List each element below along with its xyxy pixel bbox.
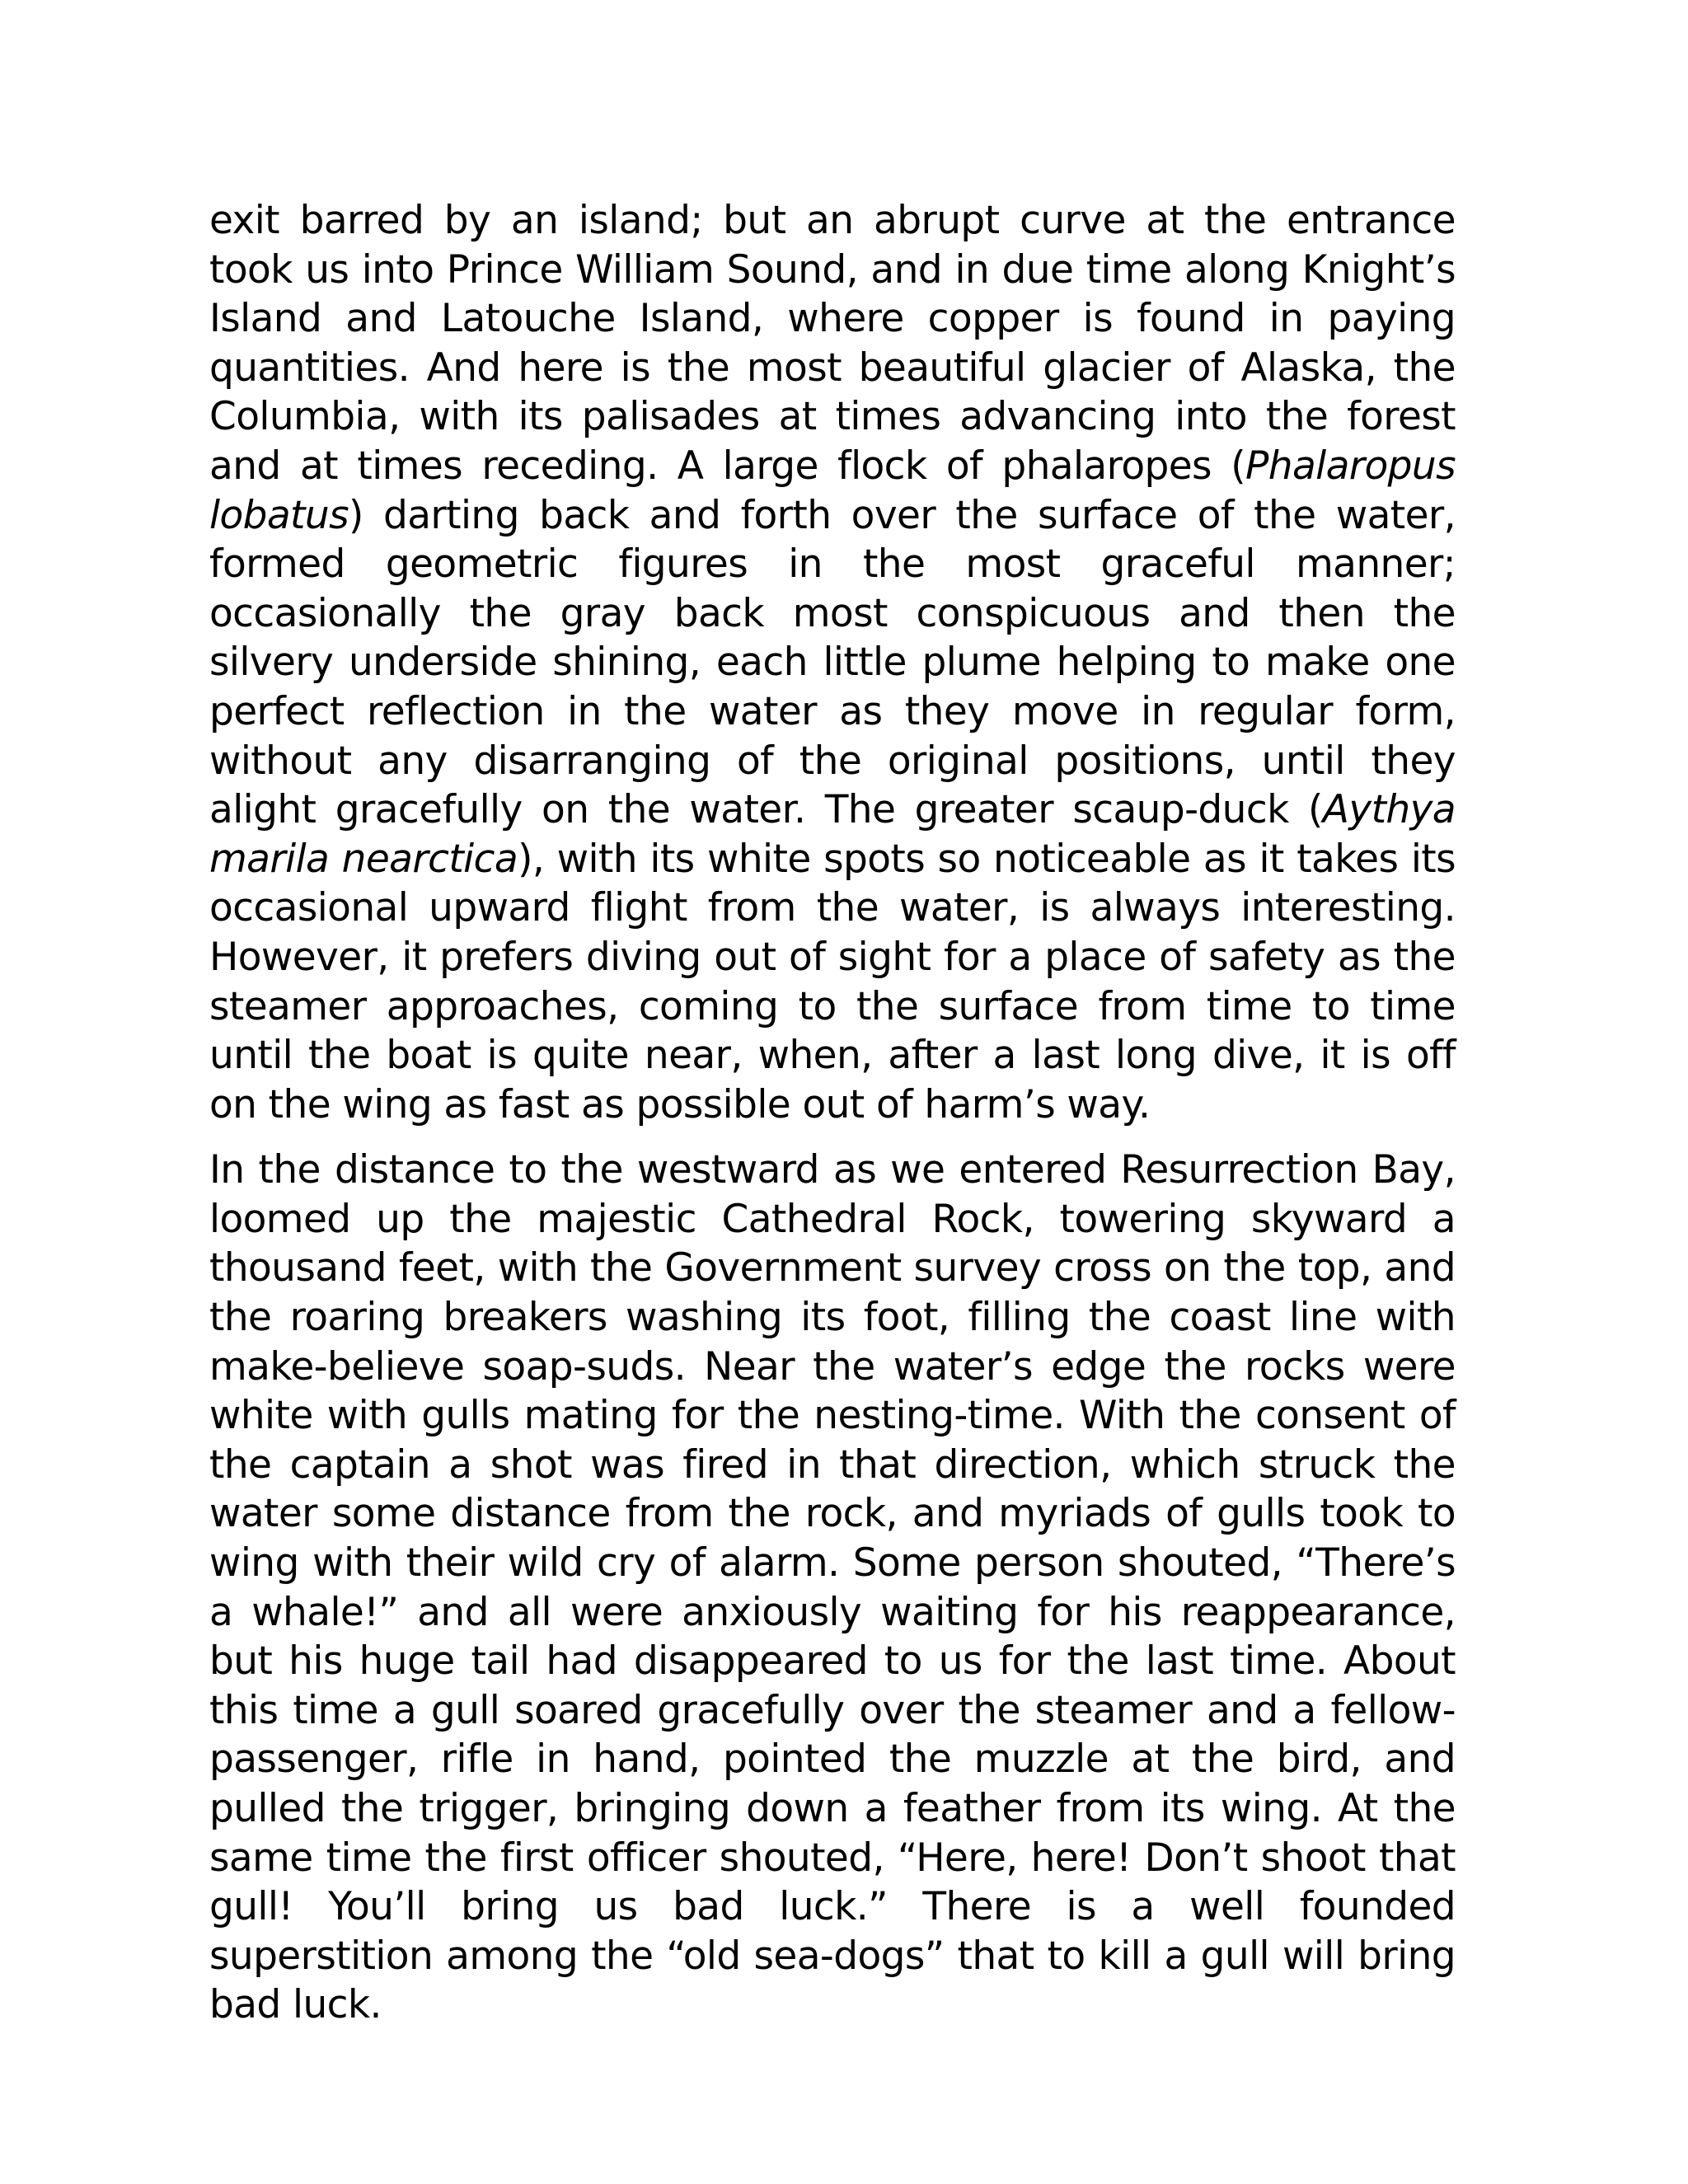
paragraph-phalaropes xyxy=(209,196,1456,1129)
text-segment: ) darting back and forth over the surface of the water, formed geometric figures in the most graceful manner; occasionally the gray back most conspicuous and then the silvery underside shining, each little plume helping to make one perfect reflection in the water as they move in regular form, without any disarranging of the original positions, until they alight gracefully on the water. The greater scaup-duck ( xyxy=(209,492,1456,833)
text-segment: In the distance to the westward as we entered Resurrection Bay, loomed up the majestic Cathedral Rock, towering skyward a thousand feet, with the Government survey cross on the top, and the roaring breakers washing its foot, filling the coast line with make-believe soap-suds. Near the water’s edge the rocks were white with gulls mating for the nesting-time. With the consent of the captain a shot was fired in that direction, which struck the water some distance from the rock, and myriads of gulls took to wing with their wild cry of alarm. Some person shouted, “There’s a whale!” and all were anxiously waiting for his reappearance, but his huge tail had disappeared to us for the last time. About this time a gull soared gracefully over the steamer and a fellow-passenger, rifle in hand, pointed the muzzle at the bird, and pulled the trigger, bringing down a feather from its wing. At the same time the first officer shouted, “Here, here! Don’t shoot that gull! You’ll bring us bad luck.” There is a well founded superstition among the “old sea-dogs” that to kill a gull will bring bad luck. xyxy=(209,1147,1456,2028)
text-segment: ), with its white spots so noticeable as it takes its occasional upward flight from the water, is always interesting. However, it prefers diving out of sight for a place of safety as the steamer approaches, coming to the surface from time to time until the boat is quite near, when, after a last long dive, it is off on the wing as fast as possible out of harm’s way. xyxy=(209,836,1456,1127)
text-segment: exit barred by an island; but an abrupt curve at the entrance took us into Prince William Sound, and in due time along Knight’s Island and Latouche Island, where copper is found in paying quantities. And here is the most beautiful glacier of Alaska, the Columbia, with its palisades at times advancing into the forest and at times receding. A large flock of phalaropes ( xyxy=(209,198,1456,489)
paragraph-resurrection-bay xyxy=(209,1146,1456,2030)
scientific-name-phalaropus: Phalaropus lobatus xyxy=(209,443,1456,538)
scientific-name-aythya: Aythya marila nearctica xyxy=(209,787,1456,882)
body-text xyxy=(209,196,1456,2030)
